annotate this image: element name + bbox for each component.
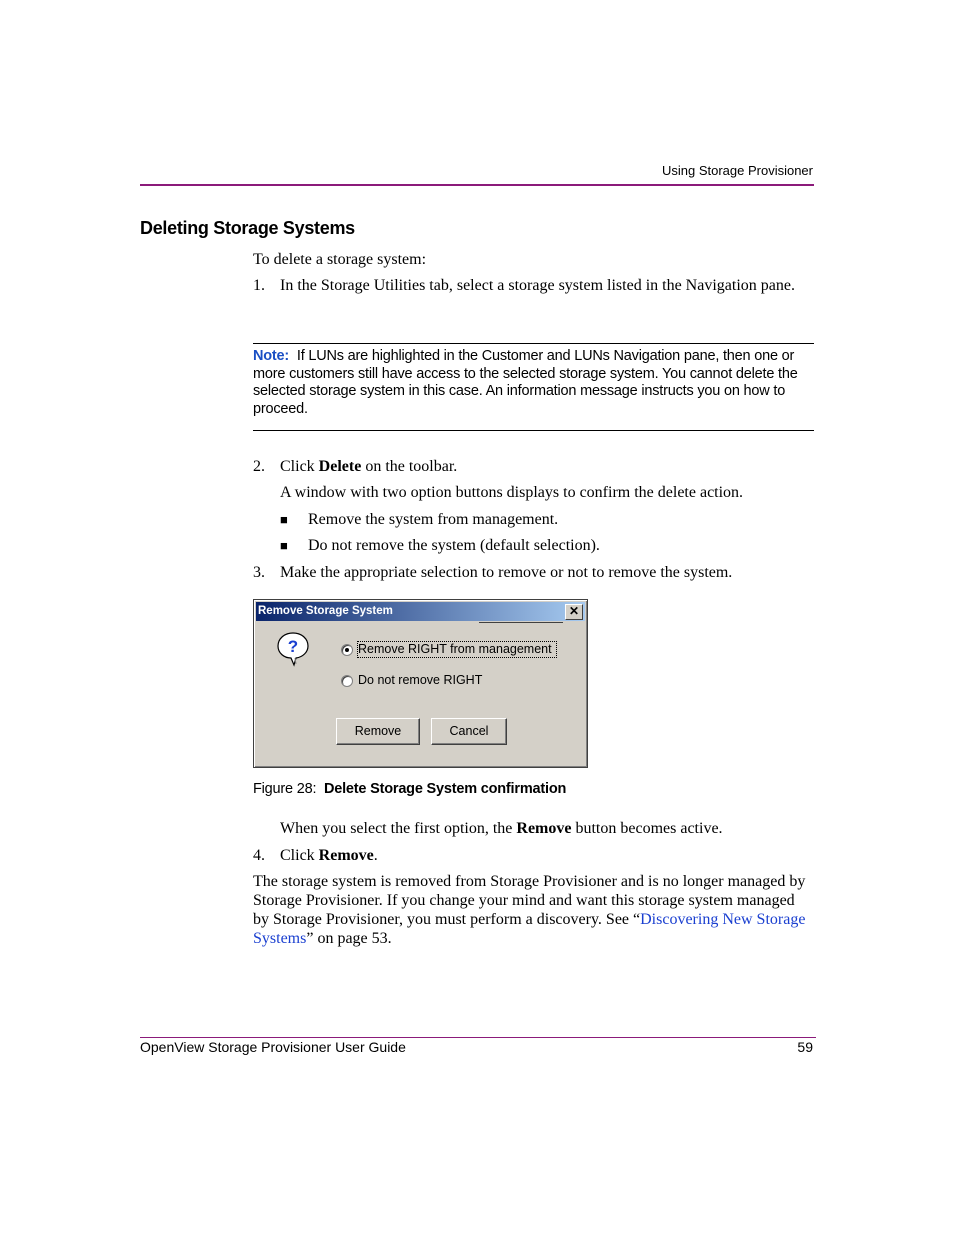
bullet-text: Do not remove the system (default selection).	[308, 537, 600, 554]
figure-caption-text: Delete Storage System confirmation	[323, 781, 567, 797]
header-rule	[140, 184, 814, 186]
note-rule-top	[253, 343, 814, 344]
step-text	[280, 457, 457, 476]
after-figure-bold: Remove	[516, 820, 572, 837]
step-text-bold: Remove	[318, 847, 374, 864]
bullet-icon: ■	[280, 538, 288, 553]
footer-title: OpenView Storage Provisioner User Guide	[140, 1039, 406, 1055]
step-number: 1.	[253, 277, 265, 294]
step-text	[280, 846, 378, 865]
step-text: Make the appropriate selection to remove or not to remove the system.	[280, 564, 733, 581]
running-head: Using Storage Provisioner	[661, 163, 813, 178]
dialog-titlebar[interactable]	[256, 602, 585, 621]
cancel-button[interactable]: Cancel	[431, 718, 507, 745]
note-rule-bottom	[253, 430, 814, 431]
step-number: 2.	[253, 458, 265, 475]
after-figure-text	[280, 819, 723, 838]
step-text-pre: Click	[280, 458, 319, 475]
footer-rule	[140, 1037, 816, 1038]
step-number: 4.	[253, 847, 265, 864]
step-description: A window with two option buttons displays to confirm the delete action.	[280, 484, 744, 501]
question-icon	[276, 631, 310, 667]
after-figure-post: button becomes active.	[571, 820, 723, 837]
intro-text: To delete a storage system:	[253, 251, 427, 268]
closing-text-end: ” on page 53.	[306, 930, 392, 947]
note-box	[253, 348, 815, 418]
title-underline	[479, 622, 563, 623]
closing-text: The storage system is removed from Storage Provisioner and is no longer managed by Storage Provisioner. If you change your mind and want this storage system managed by Storage Provisioner, you must perform a discovery. See “	[253, 873, 806, 928]
note-label: Note:	[253, 348, 290, 364]
remove-button[interactable]: Remove	[336, 718, 420, 745]
page-number: 59	[797, 1039, 813, 1055]
dialog-title: Remove Storage System	[258, 605, 393, 617]
step-text-pre: Click	[280, 847, 319, 864]
bullet-text: Remove the system from management.	[308, 511, 559, 528]
bullet-icon: ■	[280, 512, 288, 527]
step-text-bold: Delete	[318, 458, 362, 475]
remove-option-radio[interactable]	[341, 644, 353, 656]
keep-option-label[interactable]: Do not remove RIGHT	[358, 673, 483, 687]
step-text: In the Storage Utilities tab, select a storage system listed in the Navigation pane.	[280, 277, 795, 294]
closing-paragraph	[253, 872, 813, 948]
figure-caption	[253, 781, 566, 797]
step-text-post: .	[373, 847, 378, 864]
after-figure-pre: When you select the first option, the	[280, 820, 517, 837]
keep-option-radio[interactable]	[341, 675, 353, 687]
close-icon[interactable]: ✕	[565, 604, 583, 620]
section-title: Deleting Storage Systems	[140, 218, 355, 238]
step-number: 3.	[253, 564, 265, 581]
svg-text:?: ?	[287, 637, 299, 656]
step-text-post: on the toolbar.	[361, 458, 458, 475]
note-text: If LUNs are highlighted in the Customer and LUNs Navigation pane, then one or more customers still have access to the selected storage system. You cannot delete the selected storage system in this case. An information message instructs you on how to proceed.	[253, 348, 798, 417]
remove-option-label[interactable]: Remove RIGHT from management	[358, 642, 552, 656]
remove-storage-dialog	[253, 599, 588, 768]
figure-label: Figure 28:	[253, 781, 317, 797]
discovering-link[interactable]: Discovering New Storage Systems	[253, 911, 806, 947]
